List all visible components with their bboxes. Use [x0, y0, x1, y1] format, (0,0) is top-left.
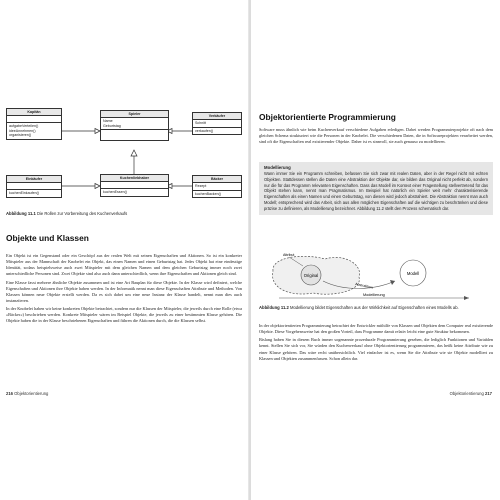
class-attributes: [101, 118, 168, 130]
section-heading: Objekte und Klassen: [6, 233, 89, 243]
class-baecker: [192, 175, 242, 198]
info-box: [259, 162, 493, 215]
method: aufgabeVerteilen(): [9, 124, 39, 129]
right-page: [251, 0, 500, 500]
class-methods: [7, 123, 61, 138]
figure-caption: [6, 211, 242, 216]
figure-label: Abbildung 11.1: [6, 211, 36, 216]
class-name: Kuchenliebhaber: [101, 175, 168, 182]
generalization-arrow: [131, 150, 137, 156]
paragraph: Eine Klasse fasst mehrere ähnliche Objekte zusammen und ist eine Art Bauplan für diese Objekte. In der Klasse wird definiert, welche Eigenschaften und Aktionen ihre Objekte haben werden. In der Informatik nennt man diese Eigenschaften Attribute und Methoden. Von Klassen können neue Objekte erstellt werden. Da es sich dabei um eine neue Instanz der Klasse handelt, nennt man dies auch instanziieren.: [6, 279, 242, 303]
page-number: 217: [485, 391, 492, 396]
model-label: Modell: [406, 271, 420, 276]
method: organisieren(): [9, 133, 32, 138]
class-name: Bäcker: [193, 176, 241, 183]
original-label: Original: [303, 273, 319, 278]
class-attributes: [7, 183, 61, 190]
info-box-title: Modellierung: [264, 165, 291, 170]
paragraph: Software muss ähnlich wie beim Kuchenverkauf verschiedene Aufgaben erledigen. Dabei werden Programmierprojekte oft nach dem gleichen Schema strukturiert wie die Personen in der Knobelei. Die verschiedenen Daten, die in Softwareprojekten verarbeitet werden, sind oft die Eigenschaften real existierender Objekte. Daher ist es sinnvoll, sie auch genauso zu modellieren.: [259, 127, 493, 145]
attribute: Schnitt: [195, 121, 206, 126]
process-label: Modellierung: [363, 293, 385, 297]
running-chapter: Objektorientierung: [14, 391, 49, 396]
left-page: [0, 0, 249, 500]
body-text: [259, 323, 493, 364]
class-methods: [193, 191, 241, 197]
class-name: Einkäufer: [7, 176, 61, 183]
paragraph: Bislang haben Sie in diesem Buch immer sogenannte prozedurale Programmierung gesehen, die lediglich Funktionen und Variablen kennt. Stellen Sie sich vor, Sie würden den Kuchenverkauf ohne Objektorientierung programmieren, das heißt keine Attribute wie zu einer Klasse gehören. Das wäre recht unübersichtlich. Viel einfacher ist es, wenn Sie die Attribute wie sie Objekte modelliert zu Klassen und Objekten zusammenfassen. Schon allein das: [259, 337, 493, 361]
info-box-body: Wann immer Sie ein Programm schreiben, befassen Sie sich zwar mit realen Daten, aber in der Regel nicht mit echten Objekten. Stattdessen stellen die Daten eine Abstraktion der Objekte dar, sie bilden das Original nicht perfekt ab, sondern nur die für das Programm relevanten Eigenschaften. Dass das Modell im Kontext einer Fragestellung stellvertretend für das Objekt stehen kann, nennt man Pragmatismus. Im Beispiel hat natürlich ein Spieler weit mehr charakterisierende Eigenschaften als einen Namen und einen Geburtstag, von diesen wird jedoch abstrahiert. Die Abstraktion nennt man auch Modell; entsprechend wird das Arbeit, sich aus allen möglichen Eigenschaften auf die wichtigen zu beschränken und diese präzise zu definieren, als Modellierung bezeichnet. Abbildung 11.2 stellt den Prozess schematisch dar.: [264, 171, 488, 211]
page-footer: [450, 391, 492, 396]
method: ideeAnnehmen(): [9, 128, 36, 133]
attribute: Geburtstag: [103, 123, 121, 128]
paragraph: In der Knobelei haben wir keine konkreten Objekte betrachtet, sondern nur die Klassen der Mitspieler, die jeweils durch eine Rolle (etwa »Bäcker«) beschrieben werden. Konkrete Mitspieler wären im Beispiel Objekte, die jeweils zu einer bestimmten Klasse gehören. Die Objekte haben die in der Klasse beschriebenen Eigenschaften und führen die Aktionen durch, die die Klassen selbst.: [6, 306, 242, 324]
paragraph: Ein Objekt ist ein Gegenstand oder ein Geschöpf aus der realen Welt mit seinen Eigenschaften und Aktionen. So ist ein konkreter Mitspieler aus der Mannschaft der Knobelei ein Objekt, das einen Namen und einen Geburtstag hat. Jedes Objekt hat eine eindeutige Identität, sodass beispielsweise auch zwei Mitspieler mit dem gleichen Namen und dem gleichen Geburtstag immer noch zwei unterschiedliche Personen sind. Zwei Objekte sind also auch dann unterschiedlich, wenn ihre Eigenschaften und Aktionen gleich sind.: [6, 253, 242, 277]
page-number: 216: [6, 391, 13, 396]
figure-label: Abbildung 11.2: [259, 305, 289, 310]
class-attributes: [193, 120, 241, 127]
uml-class-diagram: [0, 0, 249, 230]
class-methods: [101, 189, 168, 195]
method: kuchenEinkaufen(): [9, 191, 39, 196]
class-kuchenliebhaber: [100, 174, 169, 197]
section-heading: Objektorientierte Programmierung: [259, 112, 396, 122]
running-chapter: Objektorientierung: [449, 391, 484, 396]
class-attributes: [7, 116, 61, 123]
class-methods: [101, 130, 168, 140]
attribute-label: Attribut: [283, 253, 295, 257]
paragraph: In der objektorientierten Programmierung betrachtet der Entwickler mithilfe von Klassen und Objekten dem Computer real existierende Objekte. Diese Vorgehensweise hat den großen Vorteil, dass Programme damit relativ leicht eine gute Struktur bekommen.: [259, 323, 493, 335]
method: verkaufen(): [195, 128, 214, 133]
attribute: Rezept: [195, 184, 207, 189]
class-verkaeufer: [192, 112, 242, 135]
method: kuchenEssen(): [103, 190, 127, 195]
attribute: Name: [103, 119, 113, 124]
abstraction-label: Abstraktion: [354, 282, 374, 290]
class-kapitaen: [6, 108, 62, 140]
figure-caption-text: Die Rollen zur Vorbereitung des Kuchenverkaufs: [36, 211, 128, 216]
page-footer: [6, 391, 48, 396]
class-spieler: [100, 110, 169, 141]
class-name: Verkäufer: [193, 113, 241, 120]
class-methods: [193, 128, 241, 134]
method: kuchenBacken(): [195, 191, 221, 196]
body-text: [6, 253, 242, 327]
class-name: Kapitän: [7, 109, 61, 116]
figure-caption-text: Modellierung bildet Eigenschaften aus der Wirklichkeit auf Eigenschaften eines Modells ab.: [289, 305, 459, 310]
class-attributes: [101, 182, 168, 189]
class-einkaeufer: [6, 175, 62, 198]
class-attributes: [193, 183, 241, 190]
intro-text: [259, 127, 493, 147]
class-methods: [7, 190, 61, 196]
figure-caption: [259, 305, 489, 310]
class-name: Spieler: [101, 111, 168, 118]
modelling-illustration: [263, 251, 489, 301]
